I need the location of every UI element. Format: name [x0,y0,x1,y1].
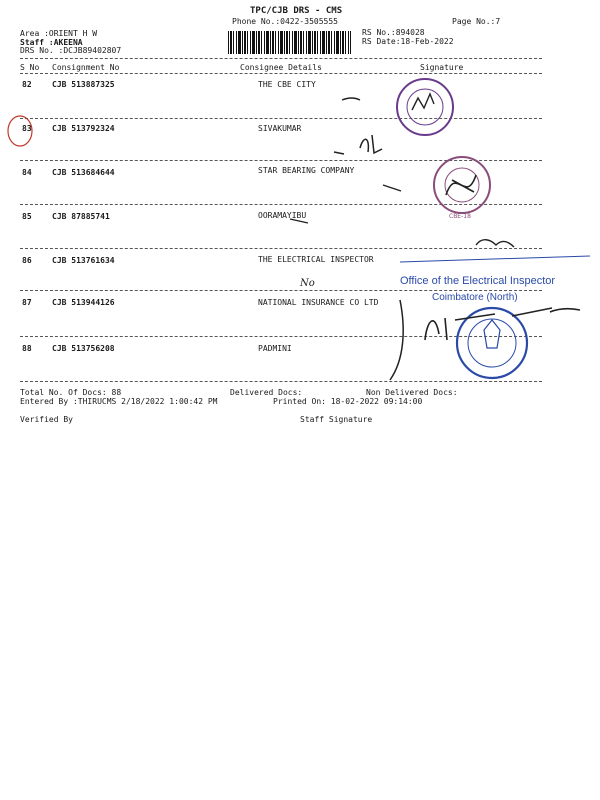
row-consignment: CJB 513887325 [52,80,115,89]
red-circle-mark [8,116,32,146]
row-consignee: THE ELECTRICAL INSPECTOR [258,255,374,264]
non-delivered-docs: Non Delivered Docs: [366,388,458,397]
row-consignee: OORAMAYIBU [258,211,307,220]
col-sno: S No [20,63,40,72]
handwritten-initials [334,135,382,154]
area-label: Area :ORIENT H W [20,29,98,38]
row-consignment: CJB 87885741 [52,212,110,221]
col-consignee: Consignee Details [240,63,322,72]
row-consignment: CJB 513792324 [52,124,115,133]
phone-number: Phone No.:0422-3505555 [232,17,338,26]
handwritten-mark [383,185,401,191]
handwritten-no: No [300,278,315,289]
col-signature: Signature [420,63,464,72]
drs-number: DRS No. :DCJB89402807 [20,46,122,55]
rs-number: RS No.:894028 [362,28,425,37]
staff-label: Staff :AKEENA [20,38,83,47]
verified-by: Verified By [20,415,73,424]
delivered-docs: Delivered Docs: [230,388,303,397]
row-sno: 87 [22,298,32,307]
stamp-electrical-inspector [400,256,590,303]
row-consignee: SIVAKUMAR [258,124,302,133]
row-consignee: PADMINI [258,344,292,353]
handwritten-signature-date [425,308,580,340]
row-sno: 86 [22,256,32,265]
row-sno: 83 [22,124,32,133]
rs-date: RS Date:18-Feb-2022 [362,37,454,46]
row-consignment: CJB 513756208 [52,344,115,353]
row-consignee: THE CBE CITY [258,80,316,89]
handwritten-stroke [390,300,403,380]
document-title: TPC/CJB DRS - CMS [250,6,343,16]
round-stamp-cbe-city [397,79,453,135]
row-consignment: CJB 513684644 [52,168,115,177]
printed-on: Printed On: 18-02-2022 09:14:00 [273,397,423,406]
total-docs: Total No. Of Docs: 88 [20,388,122,397]
page-number: Page No.:7 [452,17,501,26]
handwritten-signature [476,240,514,247]
row-consignment: CJB 513944126 [52,298,115,307]
handwritten-mark [342,98,360,100]
stamp-office-line1: Office of the Electrical Inspector [400,275,556,287]
row-consignee: NATIONAL INSURANCE CO LTD [258,298,379,307]
row-consignee: STAR BEARING COMPANY [258,166,355,175]
row-sno: 82 [22,80,32,89]
stamp-cbe-text: CBE-18 [449,213,471,220]
stamp-office-line2: Coimbatore (North) [432,292,518,303]
staff-signature: Staff Signature [300,415,373,424]
row-sno: 85 [22,212,32,221]
row-sno: 88 [22,344,32,353]
col-consignment: Consignment No [52,63,120,72]
entered-by: Entered By :THIRUCMS 2/18/2022 1:00:42 PM [20,397,218,406]
round-stamp-star-bearing [434,157,490,220]
handwritten-mark [290,219,308,223]
row-sno: 84 [22,168,32,177]
row-consignment: CJB 513761634 [52,256,115,265]
